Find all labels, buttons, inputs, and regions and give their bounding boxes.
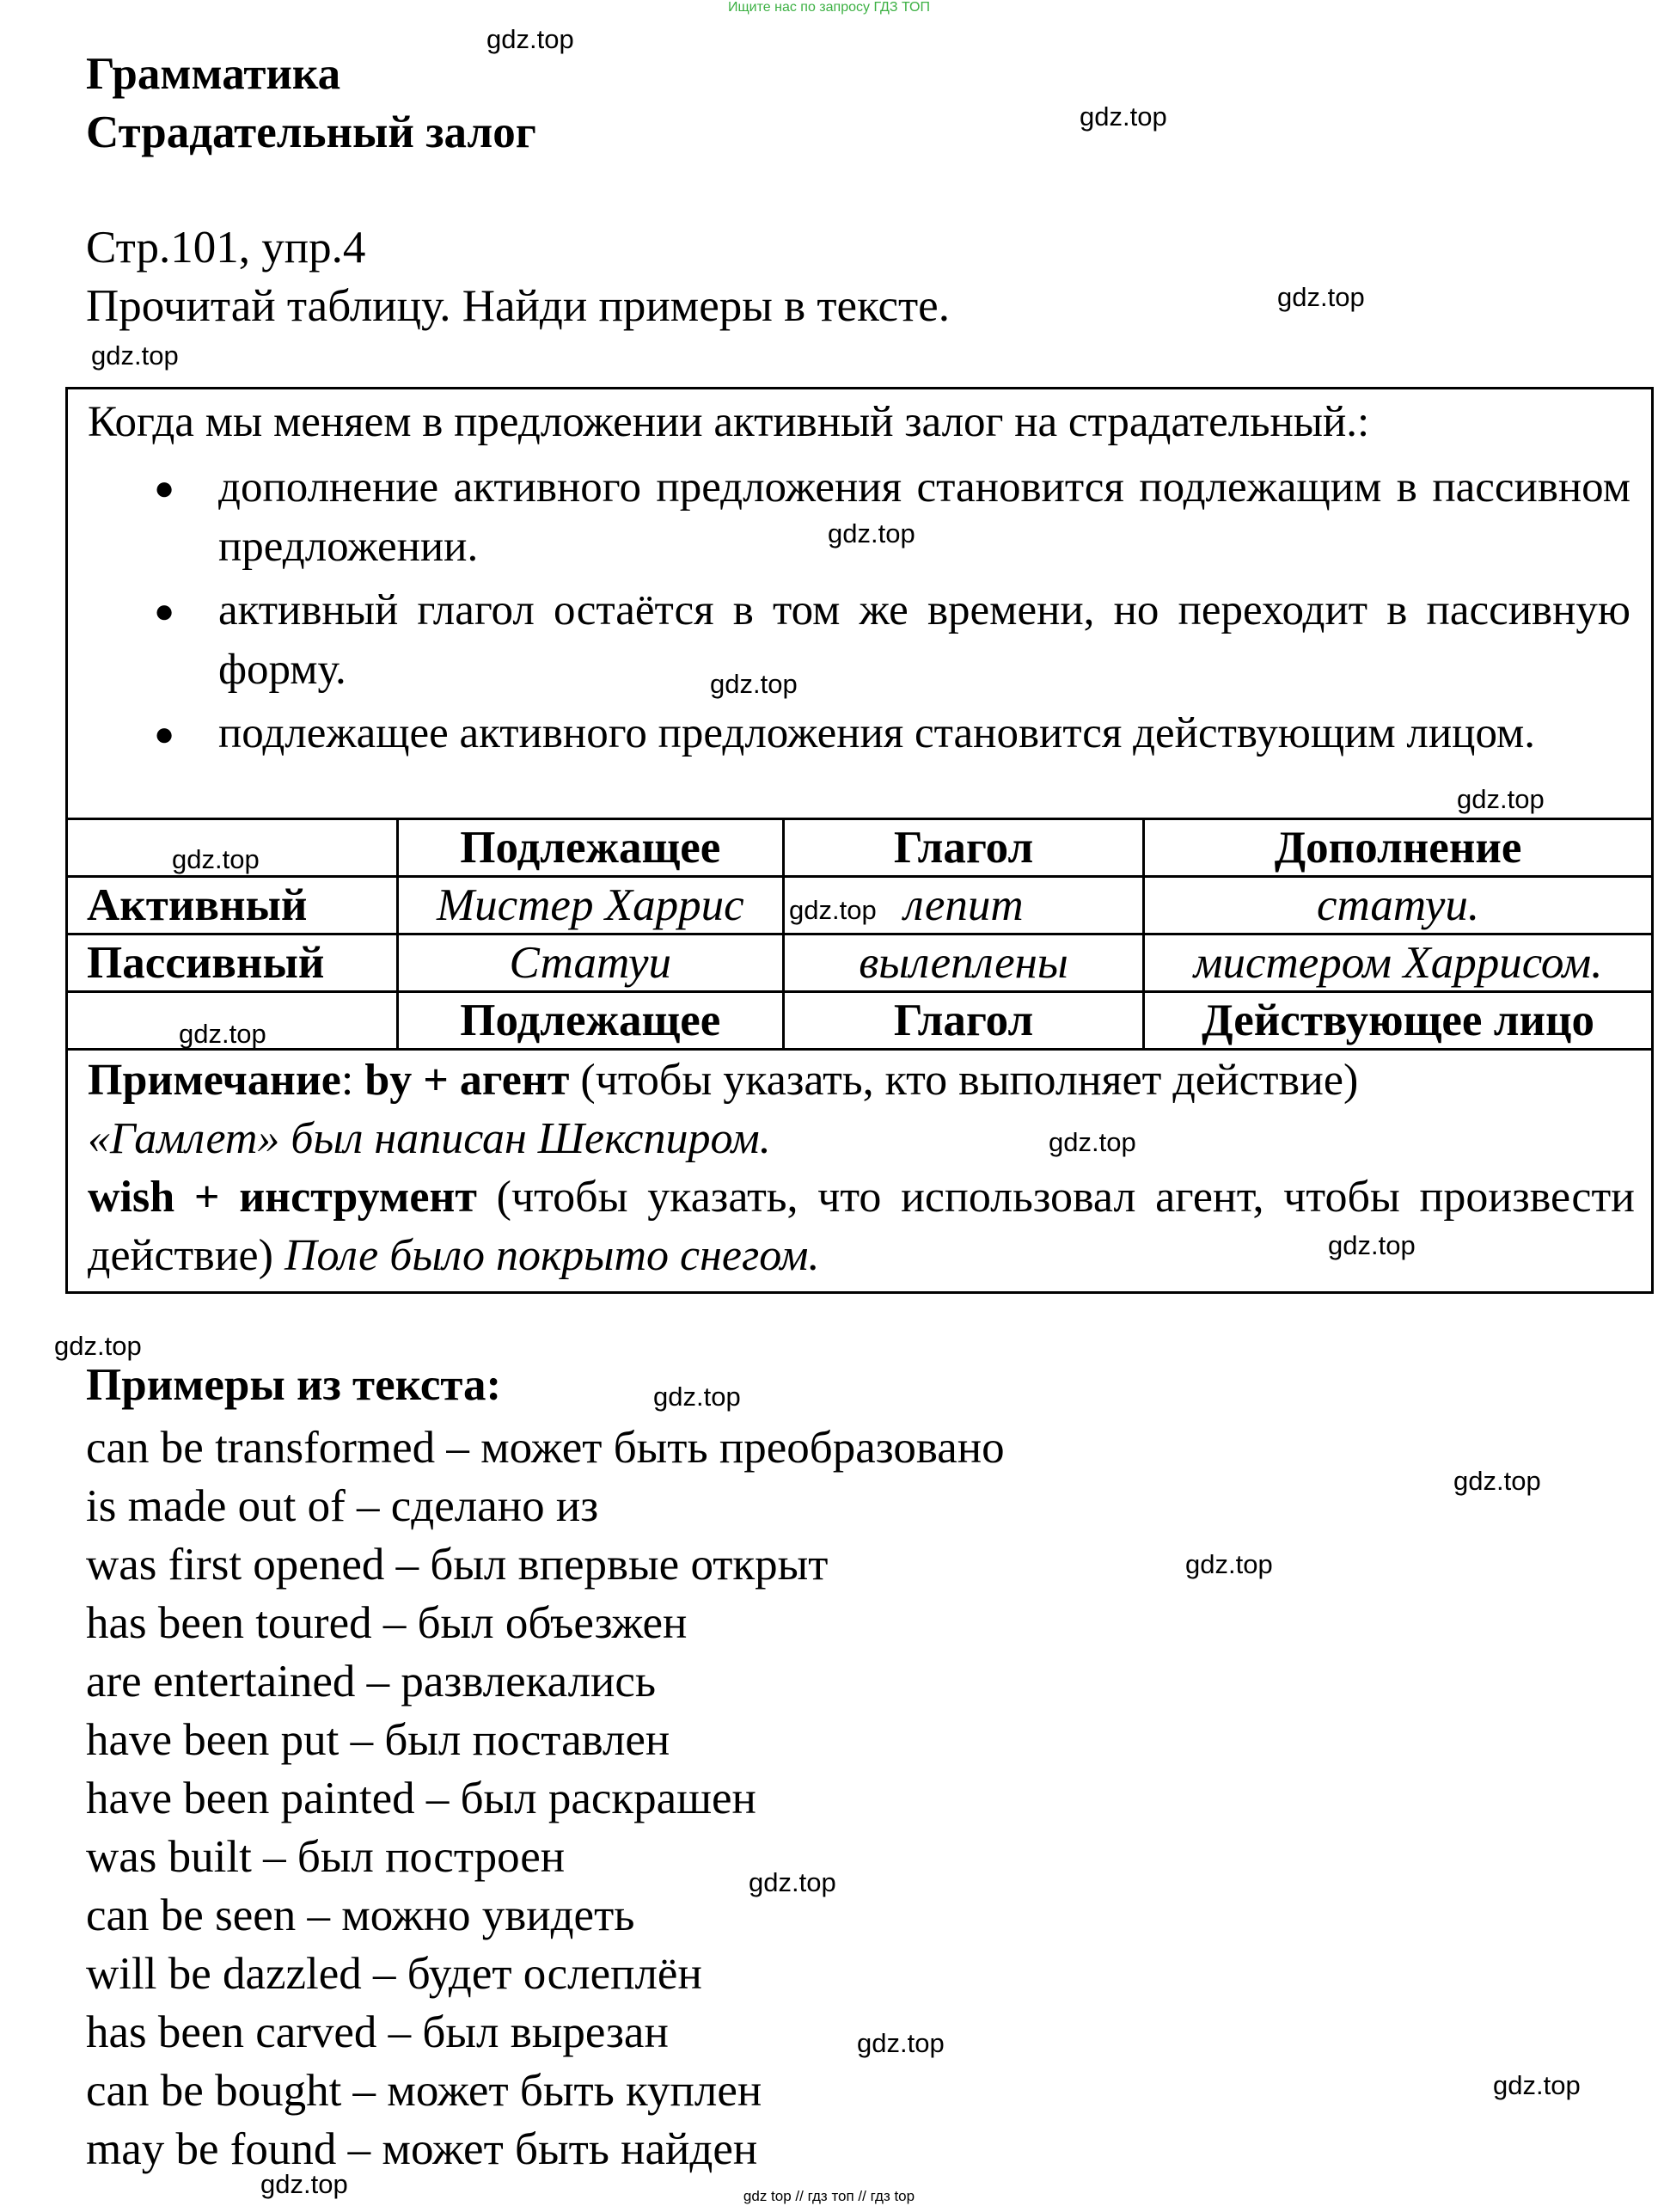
list-item: are entertained – развлекались — [86, 1657, 657, 1706]
examples-heading: Примеры из текста: — [86, 1360, 502, 1410]
note-by-line — [88, 1051, 1635, 1110]
watermark: gdz.top — [179, 1019, 266, 1049]
watermark: gdz.top — [1457, 784, 1545, 814]
list-item: has been carved – был вырезан — [86, 2007, 669, 2057]
watermark: gdz.top — [1049, 1127, 1136, 1157]
watermark: gdz.top — [1453, 1466, 1541, 1496]
list-item: can be transformed – может быть преобразовано — [86, 1423, 1005, 1473]
note-wish-instrument: wish + инструмент — [88, 1173, 477, 1222]
table-cell: мистером Харрисом. — [1144, 934, 1653, 992]
bullet-icon: ● — [154, 469, 175, 507]
table-row — [67, 934, 1653, 992]
table-cell: Мистер Харрис — [397, 877, 783, 934]
top-banner: Ищите нас по запросу ГДЗ ТОП — [728, 0, 930, 15]
table-row-label: Пассивный — [67, 934, 398, 992]
footer-text: gdz top // гдз топ // гдз top — [743, 2188, 915, 2204]
note-colon: : — [340, 1056, 365, 1105]
rule-intro: Когда мы меняем в предложении активный залог на страдательный.: — [88, 398, 1370, 446]
page-subtitle: Страдательный залог — [86, 107, 536, 157]
table-cell: Статуи — [397, 934, 783, 992]
examples-list — [86, 1418, 1005, 2178]
table-header-row — [67, 819, 1653, 877]
table-row-label: Активный — [67, 877, 398, 934]
rule-bullet-text: дополнение активного предложения становится подлежащим в пассивном предложении. — [218, 463, 1630, 571]
table-cell: статуи. — [1144, 877, 1653, 934]
table-header-cell: Глагол — [783, 992, 1143, 1050]
note-wish-line — [88, 1168, 1635, 1285]
rule-bullet — [68, 581, 1649, 700]
bullet-icon: ● — [154, 714, 175, 753]
note-label: Примечание — [88, 1056, 341, 1105]
watermark: gdz.top — [1493, 2070, 1581, 2100]
watermark: gdz.top — [789, 895, 877, 925]
watermark: gdz.top — [486, 24, 574, 54]
page-title: Грамматика — [86, 49, 341, 99]
table-header-cell: Действующее лицо — [1144, 992, 1653, 1050]
list-item: may be found – может быть найден — [86, 2124, 758, 2174]
watermark: gdz.top — [1277, 282, 1365, 312]
exercise-task: Прочитай таблицу. Найди примеры в тексте. — [86, 281, 950, 331]
watermark: gdz.top — [1080, 101, 1167, 132]
watermark: gdz.top — [1328, 1230, 1416, 1260]
watermark: gdz.top — [749, 1867, 836, 1897]
watermark: gdz.top — [653, 1382, 741, 1412]
list-item: has been toured – был объезжен — [86, 1598, 688, 1648]
list-item: is made out of – сделано из — [86, 1481, 599, 1531]
table-header-cell: Глагол — [783, 819, 1143, 877]
watermark: gdz.top — [54, 1331, 142, 1361]
watermark: gdz.top — [828, 518, 915, 548]
table-cell: вылеплены — [783, 934, 1143, 992]
bullet-icon: ● — [154, 591, 175, 630]
note-wish-example: Поле было покрыто снегом. — [284, 1231, 820, 1280]
table-cell: лепит — [783, 877, 1143, 934]
watermark: gdz.top — [857, 2028, 945, 2058]
table-header-cell: Подлежащее — [397, 819, 783, 877]
list-item: was built – был построен — [86, 1832, 566, 1882]
list-item: have been put – был поставлен — [86, 1715, 670, 1765]
watermark: gdz.top — [91, 340, 179, 371]
watermark: gdz.top — [710, 669, 798, 699]
rule-bullet — [68, 458, 1649, 577]
list-item: can be bought – может быть куплен — [86, 2066, 762, 2116]
watermark: gdz.top — [260, 2169, 348, 2199]
rule-bullet-text: подлежащее активного предложения становится действующим лицом. — [218, 709, 1536, 757]
table-header-cell: Подлежащее — [397, 992, 783, 1050]
table-header-cell: Дополнение — [1144, 819, 1653, 877]
list-item: can be seen – можно увидеть — [86, 1890, 635, 1940]
voice-table — [65, 818, 1654, 1051]
note-by-desc: (чтобы указать, кто выполняет действие) — [569, 1056, 1359, 1105]
table-footer-row — [67, 992, 1653, 1050]
note-by-agent: by + агент — [364, 1056, 570, 1105]
list-item: have been painted – был раскрашен — [86, 1774, 756, 1823]
note-wish-desc: (чтобы указать, что использовал агент, чтобы произвести действие) — [88, 1173, 1636, 1280]
list-item: will be dazzled – будет ослеплён — [86, 1949, 702, 1999]
note-by-example: «Гамлет» был написан Шекспиром. — [88, 1114, 771, 1163]
exercise-ref: Стр.101, упр.4 — [86, 223, 366, 273]
rule-bullet-text: активный глагол остаётся в том же времени, но переходит в пассивную форму. — [218, 586, 1630, 694]
list-item: was first opened – был впервые открыт — [86, 1540, 829, 1590]
rule-bullet — [68, 704, 1649, 763]
watermark: gdz.top — [172, 844, 260, 874]
watermark: gdz.top — [1185, 1549, 1273, 1579]
rule-bullets — [68, 458, 1649, 768]
